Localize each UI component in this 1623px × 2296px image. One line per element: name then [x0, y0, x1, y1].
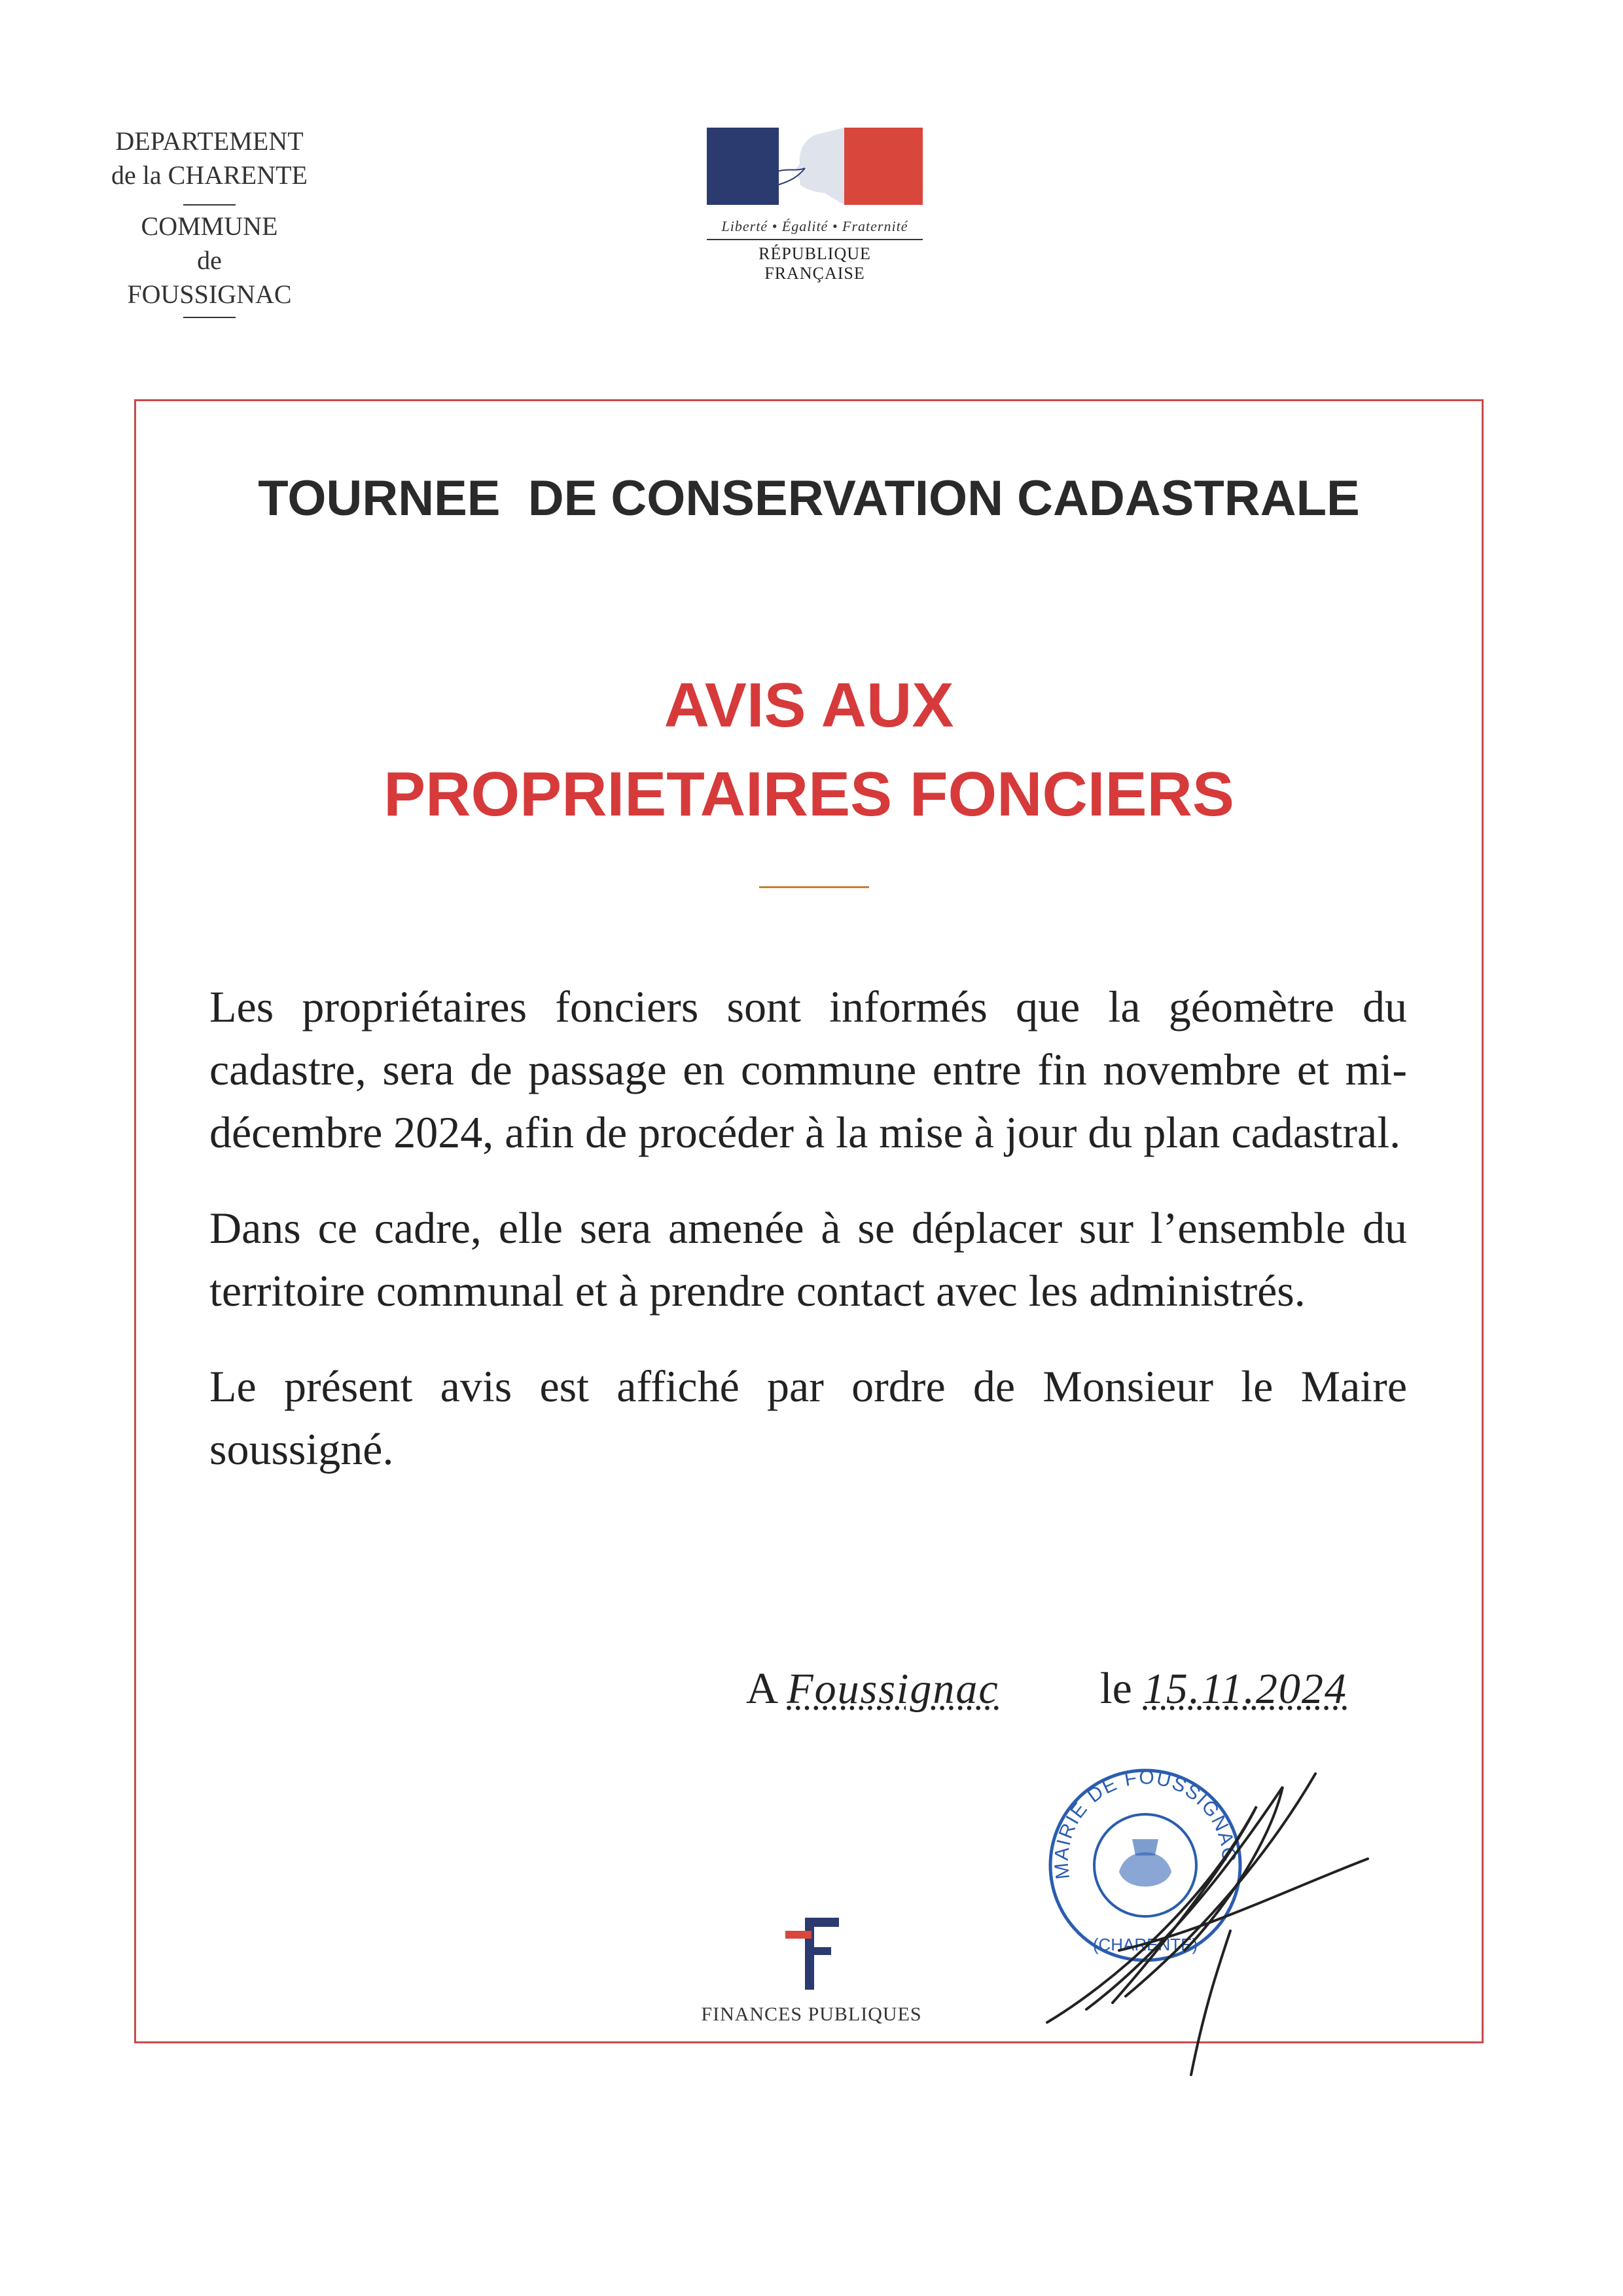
commune-line3: FOUSSIGNAC	[127, 279, 292, 309]
notice-heading	[134, 661, 1484, 839]
notice-body	[209, 975, 1407, 1513]
header-divider-bottom	[183, 317, 236, 318]
republique-francaise-logo	[707, 128, 923, 283]
svg-text:MAIRIE DE FOUSSIGNAC: MAIRIE DE FOUSSIGNAC	[1050, 1767, 1240, 1881]
notice-title: TOURNEE DE CONSERVATION CADASTRALE	[258, 471, 1360, 526]
commune-line2: de	[197, 245, 222, 275]
place-prefix: A	[746, 1663, 776, 1713]
date-prefix: le	[1099, 1663, 1132, 1713]
svg-text:(CHARENTE): (CHARENTE)	[1092, 1935, 1198, 1954]
mairie-stamp-icon	[1034, 1734, 1400, 2088]
department-line2: de la CHARENTE	[111, 160, 308, 190]
heading-line1: AVIS AUX	[664, 670, 954, 740]
finances-publiques-logo	[694, 1911, 929, 2026]
place-date-line	[746, 1662, 1347, 1714]
place-handwritten: Foussignac	[787, 1665, 999, 1713]
commune-line1: COMMUNE	[141, 211, 278, 241]
administrative-header	[92, 124, 327, 322]
republic-name: RÉPUBLIQUE FRANÇAISE	[707, 239, 923, 283]
header-divider	[183, 204, 236, 206]
marianne-flag-icon	[707, 128, 923, 205]
date-handwritten: 15.11.2024	[1143, 1665, 1347, 1713]
paragraph-3: Le présent avis est affiché par ordre de Monsieur le Maire soussigné.	[209, 1361, 1407, 1474]
paragraph-1: Les propriétaires fonciers sont informés que la géomètre du cadastre, sera de passage en commune entre fin novembre et mi-décembre 2024, afin de procéder à la mise à jour du plan cadastral.	[209, 982, 1407, 1157]
heading-divider	[759, 886, 869, 888]
finances-publiques-label: FINANCES PUBLIQUES	[701, 2003, 922, 2025]
finances-publiques-icon	[779, 1911, 844, 1996]
heading-line2: PROPRIETAIRES FONCIERS	[383, 759, 1234, 829]
republic-motto: Liberté • Égalité • Fraternité	[721, 218, 908, 234]
marianne-profile-icon	[779, 128, 844, 205]
paragraph-2: Dans ce cadre, elle sera amenée à se déplacer sur l’ensemble du territoire communal et à prendre contact avec les administrés.	[209, 1203, 1407, 1316]
mairie-stamp-and-signature	[1034, 1734, 1400, 2088]
department-line1: DEPARTEMENT	[115, 126, 304, 156]
